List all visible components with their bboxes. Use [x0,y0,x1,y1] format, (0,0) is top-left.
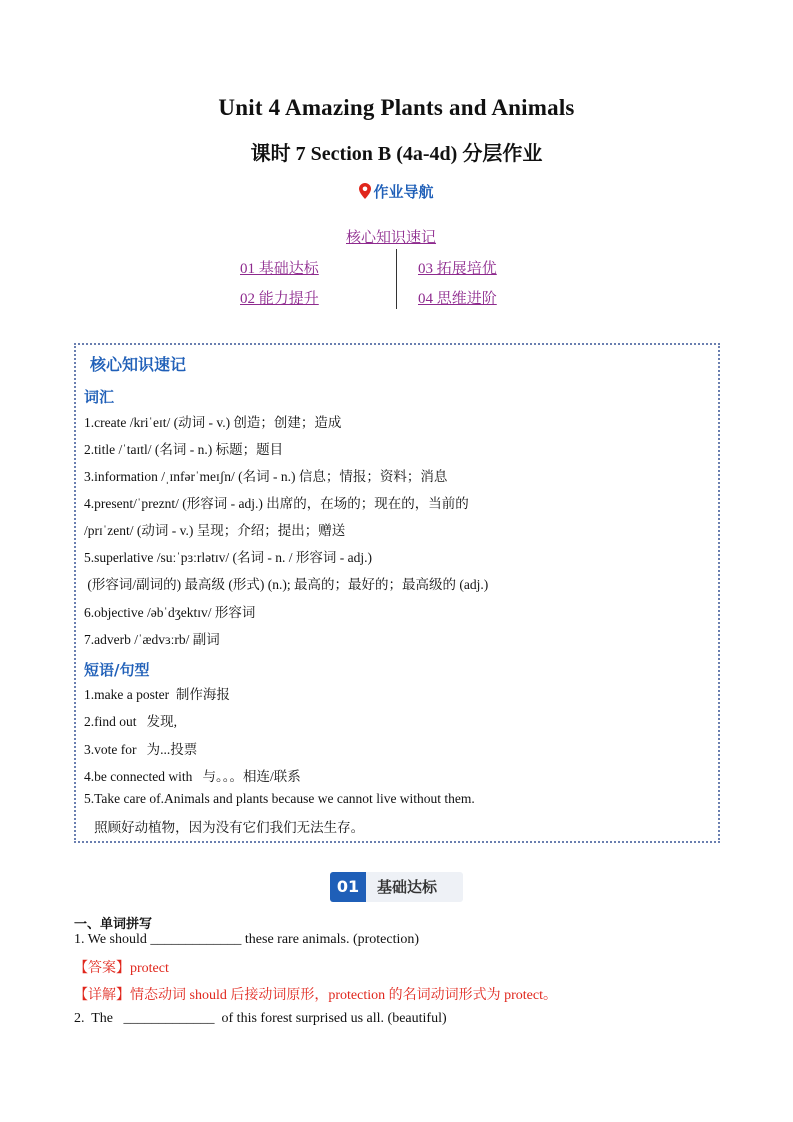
question-1: 1. We should _____________ these rare animals. (protection) [74,932,420,947]
question-1-detail: 【详解】情态动词 should 后接动词原形，protection 的名词动词形式为 protect。 [74,988,557,1003]
nav-link-thinking[interactable]: 04 思维进阶 [418,291,497,307]
phrase-item: 1.make a poster 制作海报 [84,687,230,702]
vocab-heading: 词汇 [84,388,115,406]
vocab-item: 5.superlative /suːˈpɜːrlətɪv/ (名词 - n. / 形容词 - adj.) [84,550,372,565]
vocab-item: 1.create /kriˈeɪt/ (动词 - v.) 创造；创建；造成 [84,415,342,430]
vocab-item: /prɪˈzent/ (动词 - v.) 呈现；介绍；提出；赠送 [84,523,346,538]
phrase-heading: 短语/句型 [84,661,150,679]
vocab-item: 4.present/ˈpreznt/ (形容词 - adj.) 出席的，在场的；现在的，当前的 [84,496,469,511]
location-pin-icon [359,183,371,199]
nav-divider [396,249,397,309]
core-knowledge-heading: 核心知识速记 [90,355,187,374]
vocab-item: 6.objective /əbˈdʒektɪv/ 形容词 [84,605,256,620]
question-1-answer: 【答案】protect [74,961,169,976]
phrase-item: 5.Take care of.Animals and plants because we cannot live without them. [84,791,475,806]
phrase-item: 照顾好动植物，因为没有它们我们无法生存。 [84,820,365,835]
question-2: 2. The _____________ of this forest surprised us all. (beautiful) [74,1011,447,1026]
nav-link-ability[interactable]: 02 能力提升 [240,291,319,307]
phrase-item: 2.find out 发现, [84,714,177,729]
section-badge-label: 基础达标 [377,878,438,896]
section-badge-basic [330,872,463,902]
part-heading: 一、单词拼写 [74,917,153,932]
document-subtitle: 课时 7 Section B (4a-4d) 分层作业 [250,143,543,165]
vocab-item: (形容词/副词的) 最高级 (形式) (n.); 最高的；最好的；最高级的 (adj.) [84,577,489,592]
homework-nav-title [0,181,793,202]
section-badge-number: 01 [330,872,366,902]
nav-link-core-knowledge[interactable]: 核心知识速记 [346,230,437,246]
vocab-item: 2.title /ˈtaɪtl/ (名词 - n.) 标题；题目 [84,442,284,457]
nav-link-extension[interactable]: 03 拓展培优 [418,261,497,277]
homework-nav-label: 作业导航 [373,183,434,201]
document-title: Unit 4 Amazing Plants and Animals [218,95,575,120]
vocab-item: 3.information /ˌɪnfərˈmeɪʃn/ (名词 - n.) 信息；情报；资料；消息 [84,469,448,484]
phrase-item: 4.be connected with 与。。。相连/联系 [84,769,301,784]
nav-link-basic[interactable]: 01 基础达标 [240,261,319,277]
vocab-item: 7.adverb /ˈædvɜːrb/ 副词 [84,632,220,647]
phrase-item: 3.vote for 为...投票 [84,742,198,757]
